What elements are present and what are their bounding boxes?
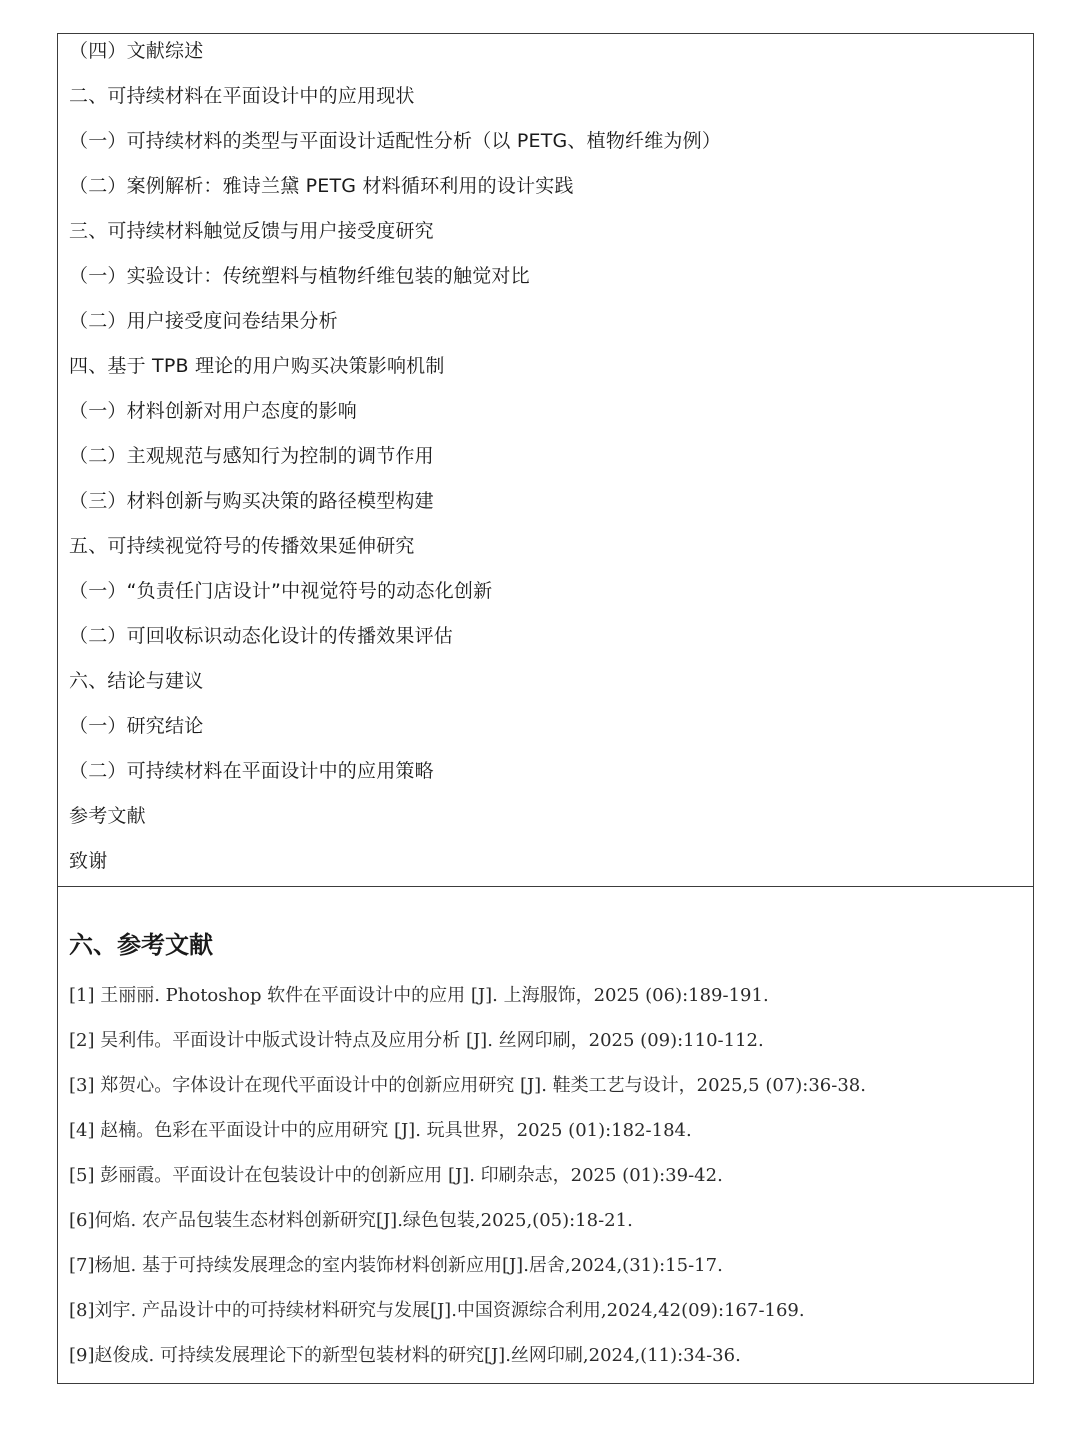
- outline-item: （三）材料创新与购买决策的路径模型构建: [69, 490, 434, 512]
- outline-item: 五、可持续视觉符号的传播效果延伸研究: [69, 535, 415, 557]
- outline-item: （四）文献综述: [69, 40, 204, 62]
- outline-item: （一）研究结论: [69, 715, 204, 737]
- reference-item: [3] 郑贺心。字体设计在现代平面设计中的创新应用研究 [J]. 鞋类工艺与设计，2025,5 (07):36-38.: [69, 1075, 866, 1096]
- outline-item: （二）主观规范与感知行为控制的调节作用: [69, 445, 434, 467]
- outline-item: 参考文献: [69, 805, 146, 827]
- reference-item: [6]何焰. 农产品包装生态材料创新研究[J].绿色包装,2025,(05):18-21.: [69, 1210, 633, 1231]
- outline-item: （二）可持续材料在平面设计中的应用策略: [69, 760, 434, 782]
- reference-item: [2] 吴利伟。平面设计中版式设计特点及应用分析 [J]. 丝网印刷，2025 (09):110-112.: [69, 1030, 764, 1051]
- outline-box: [57, 33, 1034, 887]
- reference-item: [9]赵俊成. 可持续发展理论下的新型包装材料的研究[J].丝网印刷,2024,(11):34-36.: [69, 1345, 741, 1366]
- outline-item: （二）可回收标识动态化设计的传播效果评估: [69, 625, 454, 647]
- reference-item: [5] 彭丽霞。平面设计在包装设计中的创新应用 [J]. 印刷杂志，2025 (01):39-42.: [69, 1165, 723, 1186]
- outline-item: （一）“负责任门店设计”中视觉符号的动态化创新: [69, 580, 493, 602]
- reference-item: [4] 赵楠。色彩在平面设计中的应用研究 [J]. 玩具世界，2025 (01):182-184.: [69, 1120, 692, 1141]
- outline-item: （一）材料创新对用户态度的影响: [69, 400, 358, 422]
- references-heading: 六、参考文献: [69, 931, 213, 959]
- reference-item: [1] 王丽丽. Photoshop 软件在平面设计中的应用 [J]. 上海服饰，2025 (06):189-191.: [69, 985, 769, 1006]
- outline-item: 三、可持续材料触觉反馈与用户接受度研究: [69, 220, 434, 242]
- reference-item: [7]杨旭. 基于可持续发展理念的室内装饰材料创新应用[J].居舍,2024,(31):15-17.: [69, 1255, 723, 1276]
- references-box: [57, 886, 1034, 1384]
- reference-item: [8]刘宇. 产品设计中的可持续材料研究与发展[J].中国资源综合利用,2024,42(09):167-169.: [69, 1300, 805, 1321]
- outline-item: 六、结论与建议: [69, 670, 204, 692]
- outline-item: 致谢: [69, 850, 108, 872]
- outline-item: （二）用户接受度问卷结果分析: [69, 310, 338, 332]
- outline-item: （二）案例解析：雅诗兰黛 PETG 材料循环利用的设计实践: [69, 175, 574, 197]
- outline-item: 二、可持续材料在平面设计中的应用现状: [69, 85, 415, 107]
- outline-item: （一）实验设计：传统塑料与植物纤维包装的触觉对比: [69, 265, 530, 287]
- outline-item: 四、基于 TPB 理论的用户购买决策影响机制: [69, 355, 445, 377]
- outline-item: （一）可持续材料的类型与平面设计适配性分析（以 PETG、植物纤维为例）: [69, 130, 722, 152]
